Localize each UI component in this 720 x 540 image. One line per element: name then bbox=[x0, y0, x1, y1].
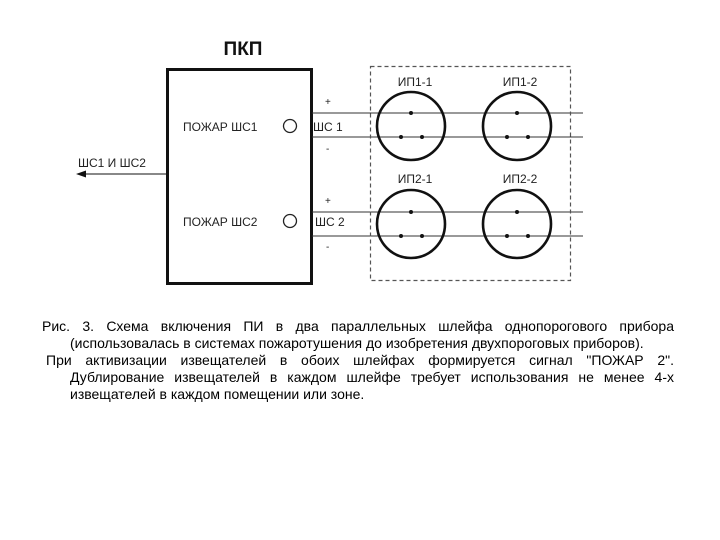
loop-label-1: ШС 1 bbox=[313, 120, 343, 134]
detector-ip1-1 bbox=[377, 92, 445, 160]
detector-label-ip1-1: ИП1-1 bbox=[397, 75, 433, 89]
detector-ip2-2 bbox=[483, 190, 551, 258]
detector-ip1-2 bbox=[483, 92, 551, 160]
alarm-indicator-loop1 bbox=[284, 120, 297, 133]
figure-caption bbox=[42, 318, 674, 403]
detector-label-ip1-2: ИП1-2 bbox=[502, 75, 538, 89]
output-arrow-icon bbox=[76, 171, 86, 178]
alarm-indicator-loop2 bbox=[284, 215, 297, 228]
plus-label-loop1: + bbox=[325, 97, 331, 108]
minus-label-loop1: - bbox=[326, 144, 330, 155]
panel-title: ПКП bbox=[223, 39, 263, 60]
plus-label-loop2: + bbox=[325, 196, 331, 207]
output-label: ШС1 И ШС2 bbox=[78, 156, 146, 170]
detector-label-ip2-1: ИП2-1 bbox=[397, 172, 433, 186]
alarm-label-loop2: ПОЖАР ШС2 bbox=[183, 215, 258, 229]
loop-label-2: ШС 2 bbox=[315, 215, 345, 229]
caption-paragraph-2: При активизации извещателей в обоих шлейфах формируется сигнал "ПОЖАР 2". Дублирование извещателей в каждом шлейфе требует использования не менее 4-х извещателей в каждом помещении или зоне. bbox=[46, 352, 674, 402]
caption-paragraph-1: Рис. 3. Схема включения ПИ в два параллельных шлейфа однопорогового прибора (использовалась в системах пожаротушения до изобретения двухпороговых приборов). bbox=[42, 318, 674, 351]
minus-label-loop2: - bbox=[326, 242, 330, 253]
detector-ip2-1 bbox=[377, 190, 445, 258]
alarm-label-loop1: ПОЖАР ШС1 bbox=[183, 120, 258, 134]
control-panel-box bbox=[168, 70, 312, 284]
detector-label-ip2-2: ИП2-2 bbox=[502, 172, 538, 186]
